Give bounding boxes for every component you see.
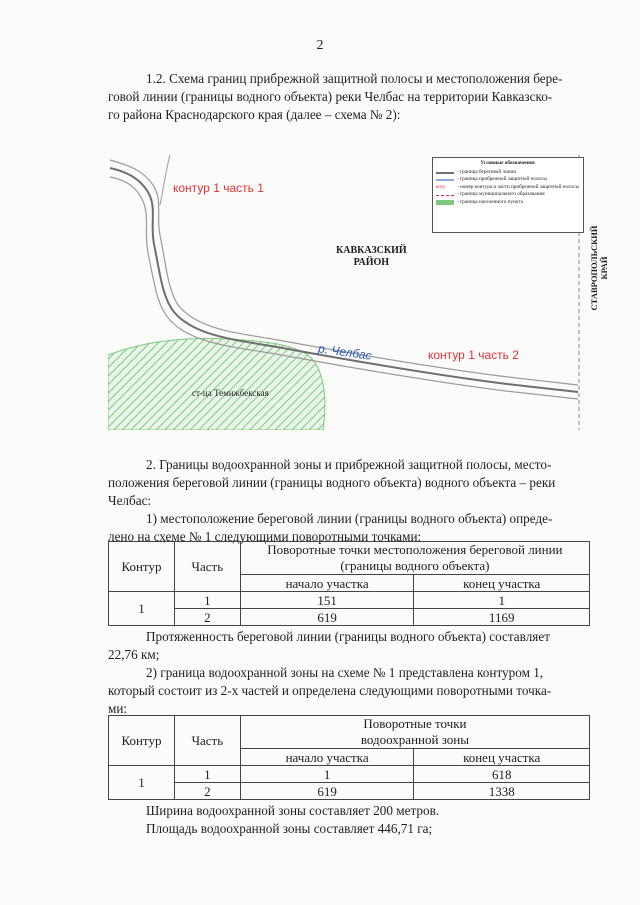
river-label: р. Челбас [317, 341, 373, 363]
table-2-row-2-part: 2 [174, 783, 240, 800]
table-1-header-end: конец участка [414, 575, 590, 592]
table-2-header-contour: Контур [109, 716, 175, 766]
table-1-header-start: начало участка [240, 575, 414, 592]
area-line: Площадь водоохранной зоны составляет 446,71 га; [146, 821, 433, 836]
legend-item-contour-number-text: - номер контура и части прибрежной защитной полосы [457, 183, 579, 190]
side-region-label [584, 200, 614, 340]
settlement-label: ст-ца Темижбекская [192, 388, 269, 398]
legend-title: Условные обозначения: [480, 160, 536, 166]
legend-item-shoreline [436, 169, 580, 177]
settlement-area [108, 338, 325, 430]
district-label-line-2: РАЙОН [353, 257, 390, 268]
table-2-row-1-part: 1 [174, 766, 240, 783]
table-2-header-points [240, 716, 589, 749]
closing-paragraph [108, 802, 590, 838]
settlement-swatch-icon [436, 200, 454, 205]
table-2-row-2-start: 619 [240, 783, 414, 800]
section-2-line-2: положения береговой линии (границы водного объекта) водного объекта – реки [108, 475, 556, 490]
table-2-header-part: Часть [174, 716, 240, 766]
contour-number-swatch-icon: вп/р [436, 184, 445, 190]
item-2-line-1: 2) граница водоохранной зоны на схеме № 1 представлена контуром 1, [146, 665, 544, 680]
page-number: 2 [316, 38, 324, 53]
table-row [109, 783, 590, 800]
table-2-header-start: начало участка [240, 749, 414, 766]
legend-item-settlement-text: - граница населенного пункта [457, 198, 523, 205]
legend-item-strip-text: - граница прибрежной защитной полосы [457, 176, 547, 183]
contour-1-part-2-text: контур 1 часть 2 [428, 348, 519, 362]
table-2-contour-cell: 1 [109, 766, 175, 800]
legend-item-shoreline-text: - граница береговой линии [457, 168, 517, 175]
table-1-row-2-end: 1169 [414, 609, 590, 626]
section-2-line-1: 2. Границы водоохранной зоны и прибрежной защитной полосы, место- [146, 457, 552, 472]
municipal-swatch-icon [436, 195, 454, 196]
strip-swatch-icon [436, 179, 454, 181]
legend-item-municipal [436, 191, 580, 199]
side-region-line-1: СТАВРОПОЛЬСКИЙ [589, 225, 599, 311]
width-line: Ширина водоохранной зоны составляет 200 метров. [146, 803, 440, 818]
section-2-item-1-line-2: лено на схеме № 1 следующими поворотными точками: [108, 529, 422, 544]
table-1-row-2-start: 619 [240, 609, 414, 626]
table-1-header-points-line-1: Поворотные точки местоположения береговой линии [267, 542, 563, 557]
tributary-line [160, 155, 170, 205]
table-1-contour-cell: 1 [109, 592, 175, 626]
legend-item-municipal-text: - граница муниципального образования [457, 191, 545, 198]
table-2-header-points-line-1: Поворотные точки [363, 716, 467, 731]
table-2-header-points-line-2: водоохранной зоны [360, 732, 469, 747]
length-paragraph [108, 628, 590, 718]
table-1-header-points [240, 542, 589, 575]
side-region-line-2: КРАЙ [599, 256, 609, 280]
table-1-row-2-part: 2 [174, 609, 240, 626]
table-1-row-1-start: 151 [240, 592, 414, 609]
legend-item-strip [436, 176, 580, 184]
section-1-2-line-3: го района Краснодарского края (далее – схема № 2): [108, 107, 401, 122]
table-2-row-2-end: 1338 [414, 783, 590, 800]
item-2-line-3: ми: [108, 701, 128, 716]
table-row [109, 592, 590, 609]
contour-1-part-2-label [428, 348, 519, 362]
section-1-2-line-1: 1.2. Схема границ прибрежной защитной полосы и местоположения бере- [146, 71, 563, 86]
legend-item-settlement [436, 199, 580, 207]
table-shoreline-points [108, 541, 590, 626]
length-line-1: Протяженность береговой линии (границы водного объекта) составляет [146, 629, 550, 644]
section-1-2-heading [108, 70, 590, 124]
table-2-header-end: конец участка [414, 749, 590, 766]
district-label-line-1: КАВКАЗСКИЙ [336, 245, 407, 256]
shoreline-swatch-icon [436, 172, 454, 174]
section-2-paragraph [108, 456, 590, 546]
table-1-header-points-line-2: (границы водного объекта) [340, 558, 490, 573]
legend-item-contour-number [436, 184, 580, 192]
table-water-zone-points [108, 715, 590, 800]
section-1-2-line-2: говой линии (границы водного объекта) реки Челбас на территории Кавказско- [108, 89, 553, 104]
table-2-row-1-end: 618 [414, 766, 590, 783]
length-line-2: 22,76 км; [108, 647, 160, 662]
table-1-header-contour: Контур [109, 542, 175, 592]
district-label [336, 245, 407, 269]
table-row [109, 609, 590, 626]
contour-1-part-1-text: контур 1 часть 1 [173, 181, 264, 195]
section-2-item-1-line-1: 1) местоположение береговой линии (границы водного объекта) опреде- [146, 511, 553, 526]
map-legend [432, 157, 584, 233]
table-1-row-1-end: 1 [414, 592, 590, 609]
item-2-line-2: который состоит из 2-х частей и определена следующими поворотными точка- [108, 683, 552, 698]
contour-1-part-1-label [173, 181, 264, 195]
table-row [109, 766, 590, 783]
table-1-row-1-part: 1 [174, 592, 240, 609]
table-1-header-part: Часть [174, 542, 240, 592]
section-2-line-3: Челбас: [108, 493, 152, 508]
table-2-row-1-start: 1 [240, 766, 414, 783]
